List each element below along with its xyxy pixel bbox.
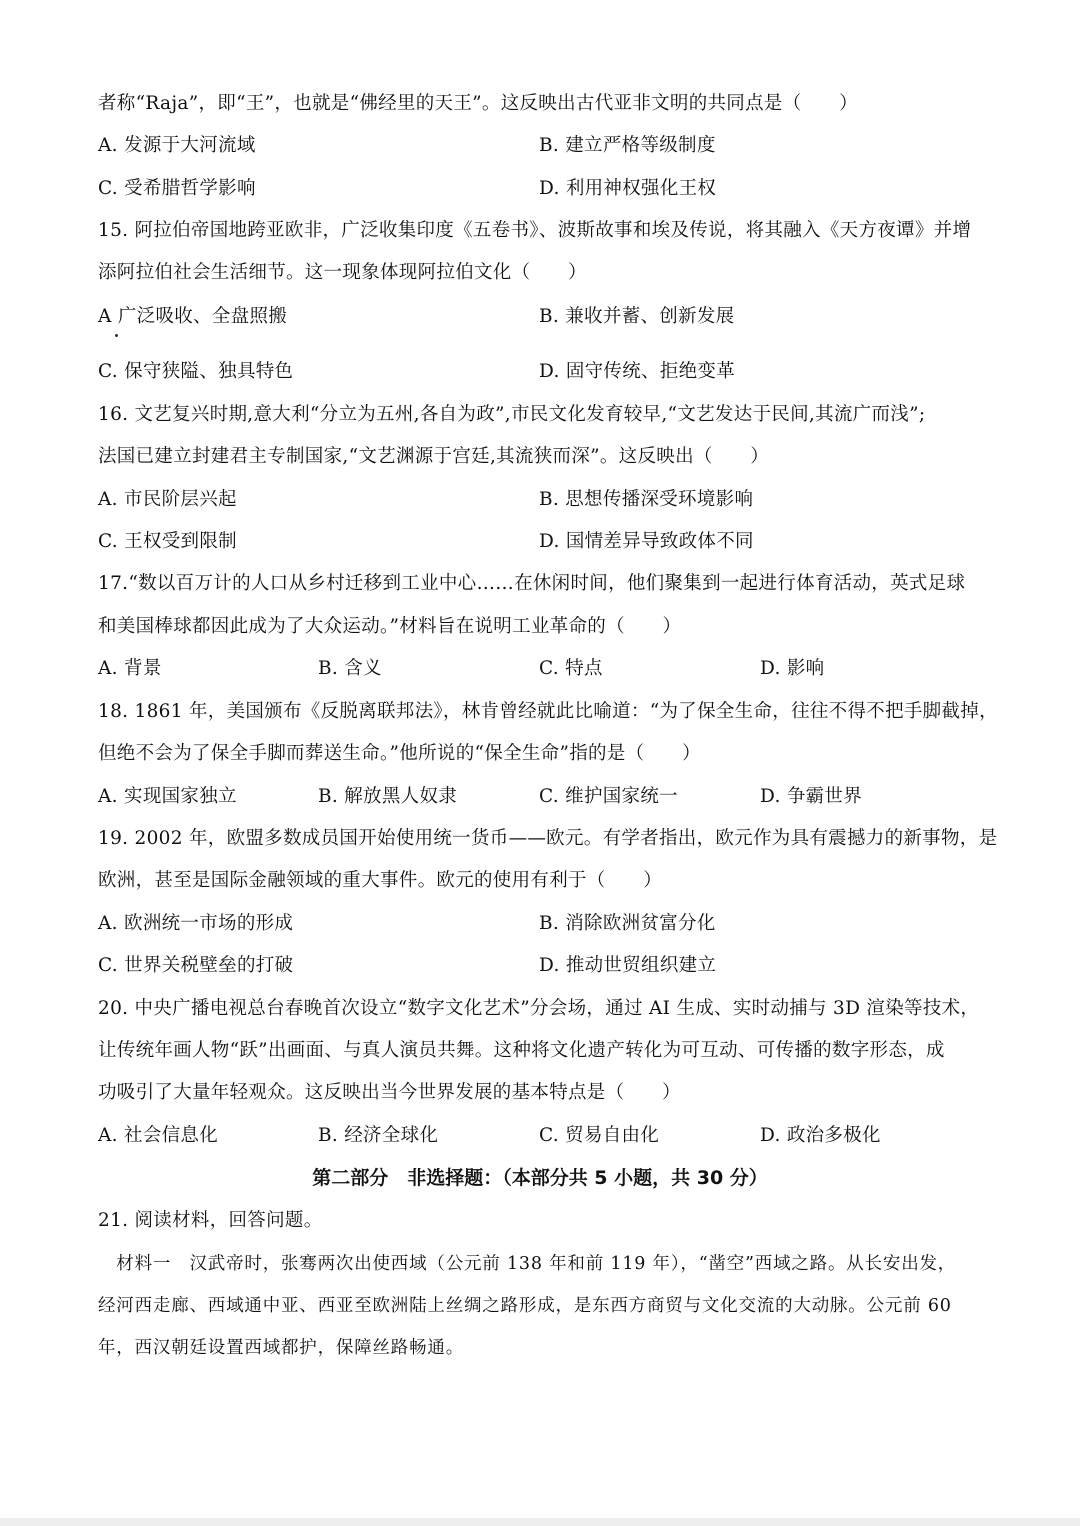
q20-option-a: A. 社会信息化 bbox=[98, 1125, 219, 1146]
q14-option-a: A. 发源于大河流域 bbox=[98, 135, 256, 156]
q19-option-d: D. 推动世贸组织建立 bbox=[539, 955, 717, 976]
q19-stem-line2: 欧洲，甚至是国际金融领域的重大事件。欧元的使用有利于（ ） bbox=[98, 870, 663, 891]
q19-option-a: A. 欧洲统一市场的形成 bbox=[98, 913, 294, 934]
q14-option-b: B. 建立严格等级制度 bbox=[539, 135, 716, 156]
q18-option-c: C. 维护国家统一 bbox=[539, 786, 678, 807]
q17-stem-line2: 和美国棒球都因此成为了大众运动。”材料旨在说明工业革命的（ ） bbox=[98, 616, 682, 637]
q14-option-d: D. 利用神权强化王权 bbox=[539, 178, 717, 199]
q15-option-b: B. 兼收并蓄、创新发展 bbox=[539, 306, 735, 327]
q16-option-a: A. 市民阶层兴起 bbox=[98, 489, 237, 510]
q21-material1-line3: 年，西汉朝廷设置西域都护，保障丝路畅通。 bbox=[98, 1338, 464, 1358]
q17-option-b: B. 含义 bbox=[318, 658, 382, 679]
q15-option-c: C. 保守狭隘、独具特色 bbox=[98, 361, 294, 382]
q14-stem: 者称“Raja”，即“王”，也就是“佛经里的天王”。这反映出古代亚非文明的共同点是（ ） bbox=[98, 93, 858, 114]
q18-stem-line1: 18. 1861 年，美国颁布《反脱离联邦法》，林肯曾经就此比喻道：“为了保全生命，往往不得不把手脚截掉， bbox=[98, 701, 998, 722]
q21-stem: 21. 阅读材料，回答问题。 bbox=[98, 1210, 323, 1231]
q15-stem-line1: 15. 阿拉伯帝国地跨亚欧非，广泛收集印度《五卷书》、波斯故事和埃及传说，将其融入《天方夜谭》并增 bbox=[98, 220, 972, 241]
q18-option-a: A. 实现国家独立 bbox=[98, 786, 237, 807]
q14-option-c: C. 受希腊哲学影响 bbox=[98, 178, 256, 199]
q17-stem-line1: 17.“数以百万计的人口从乡村迁移到工业中心……在休闲时间，他们聚集到一起进行体育活动，英式足球 bbox=[98, 573, 966, 594]
q16-stem-line2: 法国已建立封建君主专制国家,“文艺渊源于宫廷,其流狭而深”。这反映出（ ） bbox=[98, 446, 770, 467]
q18-option-b: B. 解放黑人奴隶 bbox=[318, 786, 458, 807]
q19-option-c: C. 世界关税壁垒的打破 bbox=[98, 955, 294, 976]
q20-stem-line1: 20. 中央广播电视总台春晚首次设立“数字文化艺术”分会场，通过 AI 生成、实时动捕与 3D 渲染等技术， bbox=[98, 998, 980, 1019]
q15-stem-line2: 添阿拉伯社会生活细节。这一现象体现阿拉伯文化（ ） bbox=[98, 262, 587, 283]
q17-option-d: D. 影响 bbox=[760, 658, 825, 679]
page-bottom-edge bbox=[0, 1518, 1080, 1526]
q16-option-c: C. 王权受到限制 bbox=[98, 531, 237, 552]
q20-stem-line2: 让传统年画人物“跃”出画面、与真人演员共舞。这种将文化遗产转化为可互动、可传播的数字形态，成 bbox=[98, 1040, 945, 1061]
q16-option-d: D. 国情差异导致政体不同 bbox=[539, 531, 754, 552]
q20-option-d: D. 政治多极化 bbox=[760, 1125, 881, 1146]
q17-option-c: C. 特点 bbox=[539, 658, 603, 679]
q18-stem-line2: 但绝不会为了保全手脚而葬送生命。”他所说的“保全生命”指的是（ ） bbox=[98, 743, 701, 764]
section-heading: 第二部分 非选择题：（本部分共 5 小题，共 30 分） bbox=[312, 1167, 768, 1189]
q19-option-b: B. 消除欧洲贫富分化 bbox=[539, 913, 716, 934]
q17-option-a: A. 背景 bbox=[98, 658, 162, 679]
q21-material1-line1: 材料一 汉武帝时，张骞两次出使西域（公元前 138 年和前 119 年），“凿空”西域之路。从长安出发， bbox=[98, 1254, 957, 1274]
q18-option-d: D. 争霸世界 bbox=[760, 786, 863, 807]
q21-material1-line2: 经河西走廊、西域通中亚、西亚至欧洲陆上丝绸之路形成，是东西方商贸与文化交流的大动脉。公元前 60 bbox=[98, 1296, 952, 1316]
q15-option-a: A 广泛吸收、全盘照搬 bbox=[98, 306, 288, 327]
q19-stem-line1: 19. 2002 年，欧盟多数成员国开始使用统一货币——欧元。有学者指出，欧元作为具有震撼力的新事物，是 bbox=[98, 828, 998, 849]
q16-option-b: B. 思想传播深受环境影响 bbox=[539, 489, 754, 510]
q20-option-c: C. 贸易自由化 bbox=[539, 1125, 660, 1146]
q15-option-d: D. 固守传统、拒绝变革 bbox=[539, 361, 736, 382]
q20-option-b: B. 经济全球化 bbox=[318, 1125, 439, 1146]
q20-stem-line3: 功吸引了大量年轻观众。这反映出当今世界发展的基本特点是（ ） bbox=[98, 1082, 681, 1103]
q16-stem-line1: 16. 文艺复兴时期,意大利“分立为五州,各自为政”,市民文化发育较早,“文艺发达于民间,其流广而浅”; bbox=[98, 404, 926, 425]
scan-dot bbox=[115, 334, 118, 337]
